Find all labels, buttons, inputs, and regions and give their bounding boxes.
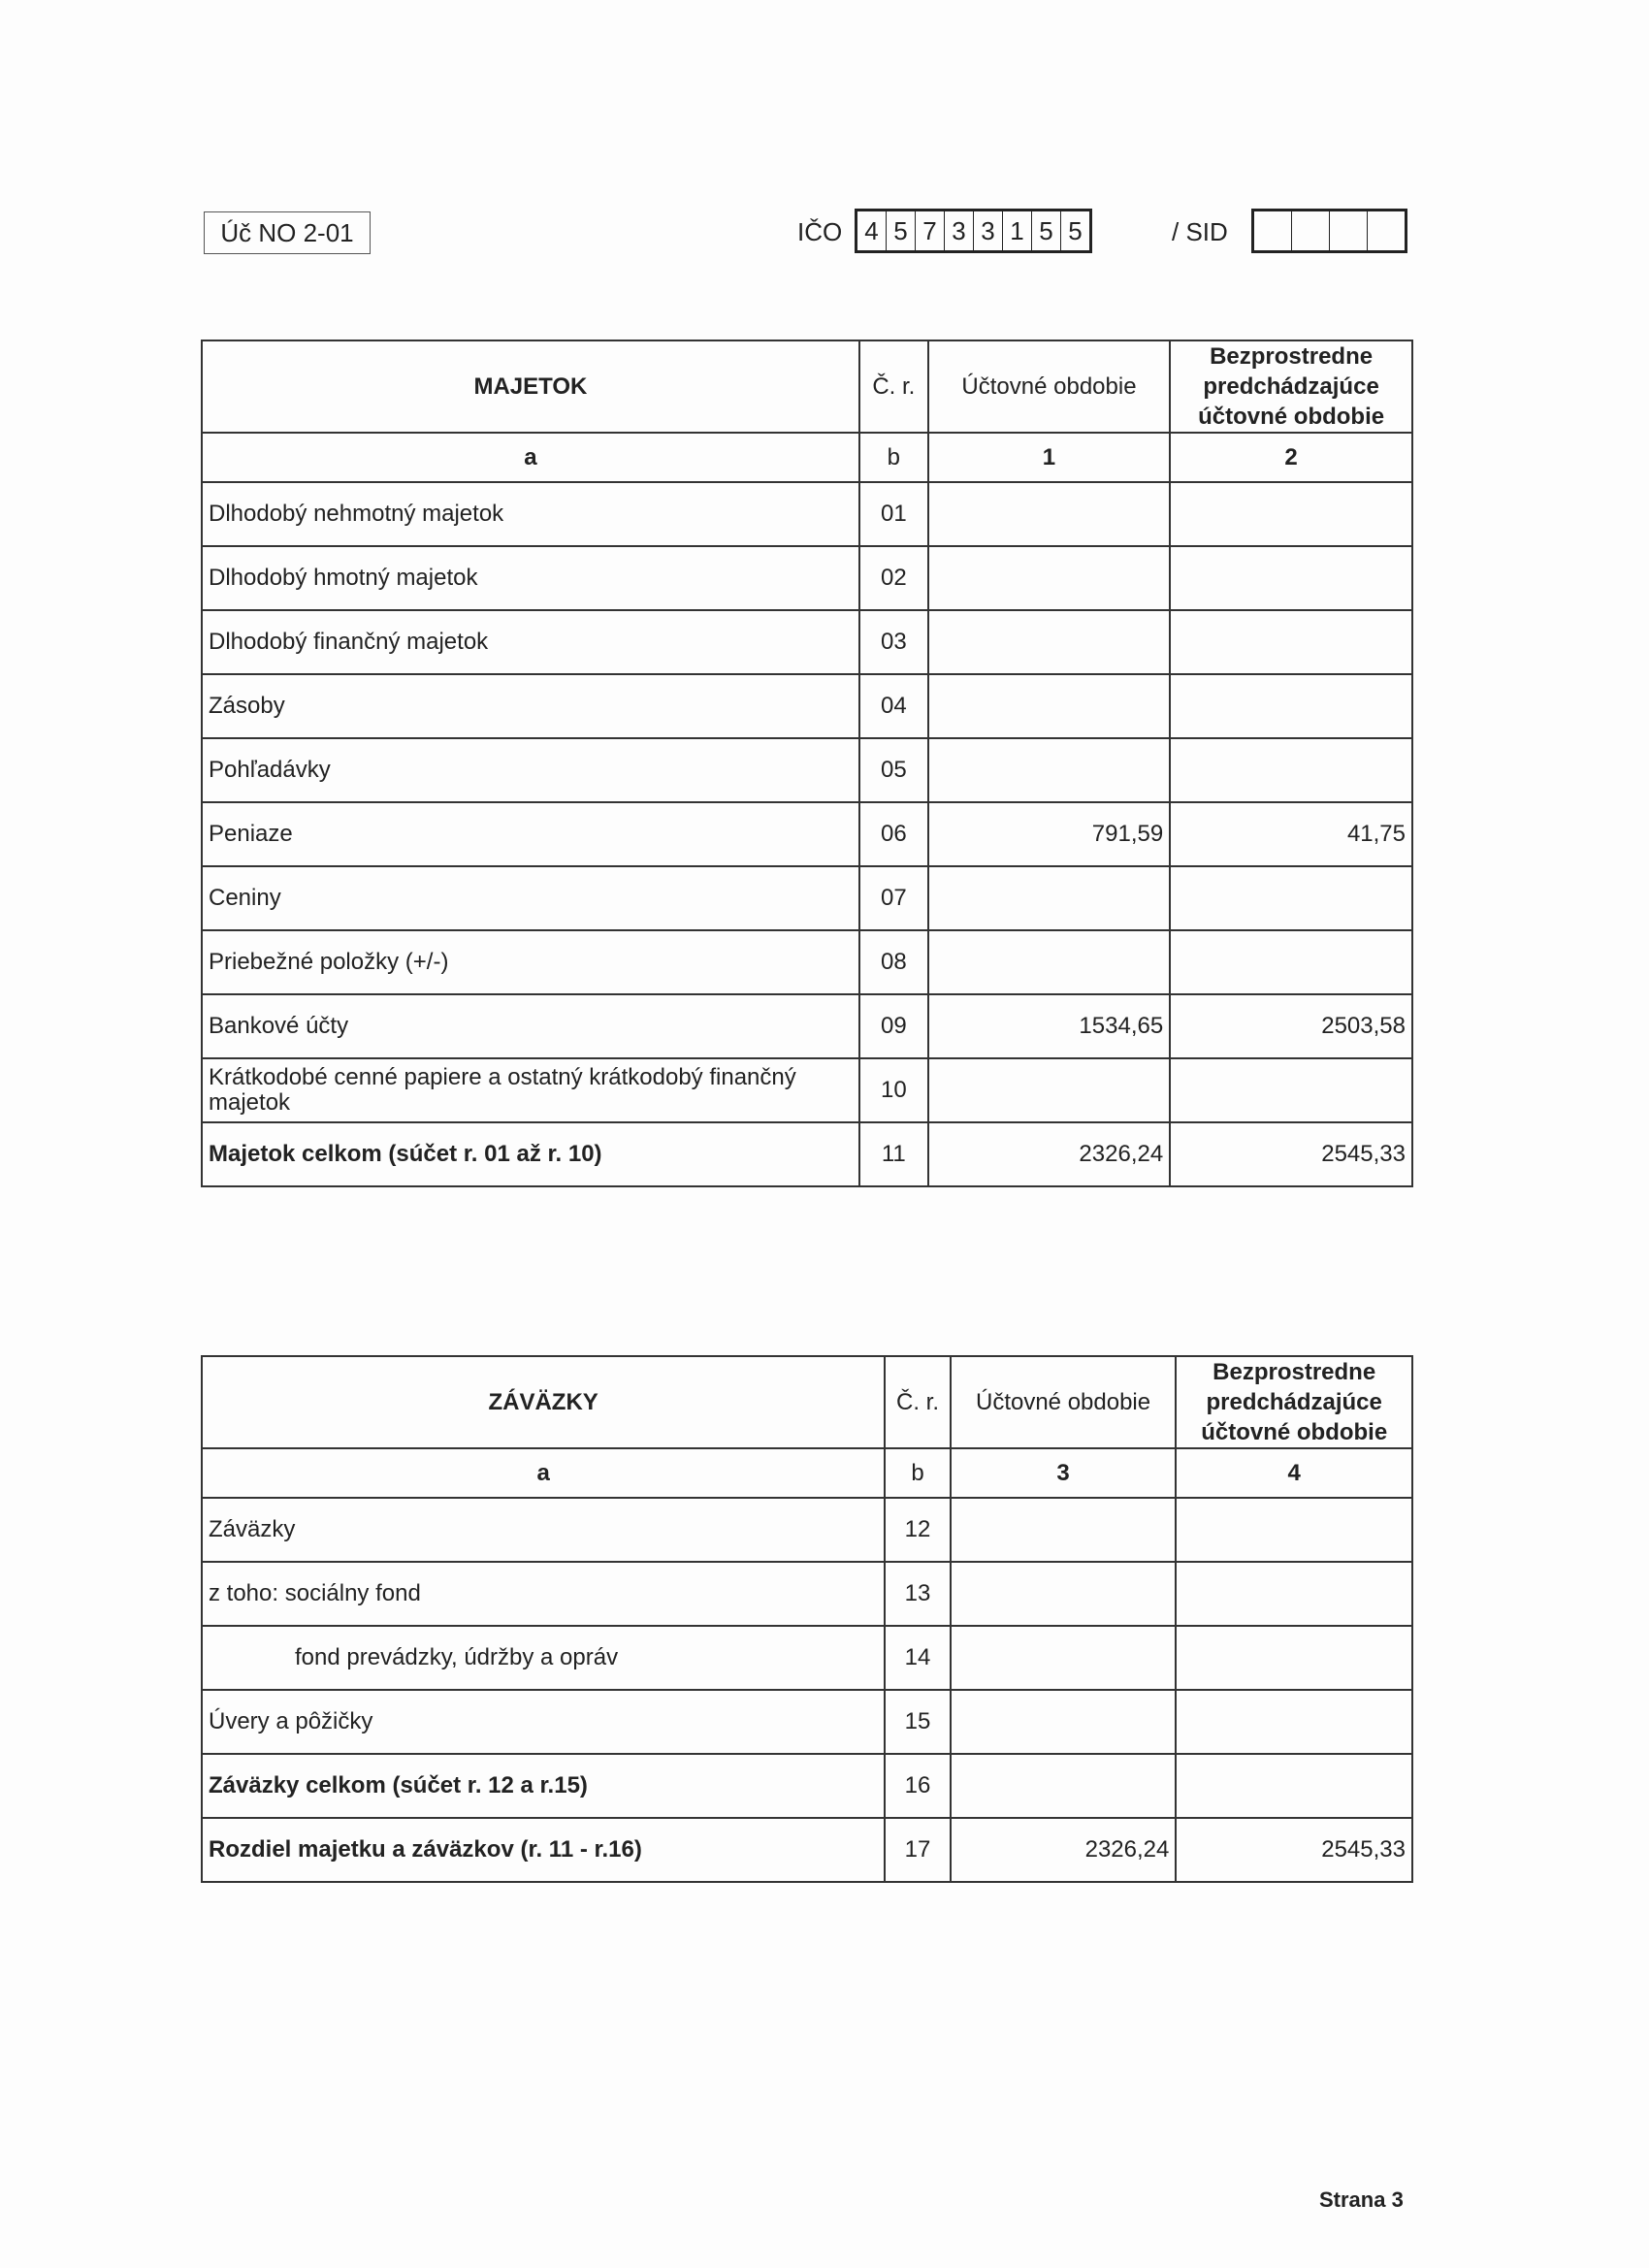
column-code: 1 bbox=[928, 433, 1170, 482]
current-period-value: 1534,65 bbox=[928, 994, 1170, 1058]
table-row bbox=[202, 994, 1412, 1058]
digit-box: 5 bbox=[1032, 211, 1061, 250]
row-number: 06 bbox=[859, 802, 928, 866]
row-label: z toho: sociálny fond bbox=[202, 1562, 885, 1626]
row-number: 03 bbox=[859, 610, 928, 674]
previous-period-value: 2545,33 bbox=[1176, 1818, 1412, 1882]
row-label: Bankové účty bbox=[202, 994, 859, 1058]
column-code: 2 bbox=[1170, 433, 1412, 482]
previous-period-value bbox=[1170, 482, 1412, 546]
digit-box: 5 bbox=[1068, 216, 1083, 245]
digit-box: 4 bbox=[857, 211, 887, 250]
previous-period-value bbox=[1170, 738, 1412, 802]
row-label: Záväzky celkom (súčet r. 12 a r.15) bbox=[202, 1754, 885, 1818]
row-label: Priebežné položky (+/-) bbox=[202, 930, 859, 994]
row-number: 16 bbox=[885, 1754, 950, 1818]
column-code: a bbox=[202, 433, 859, 482]
previous-period-header: Bezprostredne predchádzajúce účtovné obdobie bbox=[1170, 340, 1412, 433]
current-period-value bbox=[928, 866, 1170, 930]
previous-period-value: 2545,33 bbox=[1170, 1122, 1412, 1186]
page-number: Strana 3 bbox=[1319, 2187, 1404, 2212]
current-period-value bbox=[928, 546, 1170, 610]
column-code: a bbox=[202, 1448, 885, 1498]
row-label: Dlhodobý hmotný majetok bbox=[202, 546, 859, 610]
row-label: Rozdiel majetku a záväzkov (r. 11 - r.16) bbox=[202, 1818, 885, 1882]
ico-label: IČO bbox=[797, 217, 843, 246]
column-code-row bbox=[202, 1448, 1412, 1498]
table-row bbox=[202, 1690, 1412, 1754]
current-period-header: Účtovné obdobie bbox=[951, 1356, 1177, 1448]
row-number-header: Č. r. bbox=[859, 340, 928, 433]
table-row bbox=[202, 610, 1412, 674]
form-code: Úč NO 2-01 bbox=[204, 211, 371, 254]
table-row bbox=[202, 1626, 1412, 1690]
previous-period-value: 2503,58 bbox=[1170, 994, 1412, 1058]
row-label: fond prevádzky, údržby a opráv bbox=[202, 1626, 885, 1690]
sid-digit-boxes bbox=[1251, 209, 1407, 253]
column-code-row bbox=[202, 433, 1412, 482]
digit-box bbox=[1330, 211, 1368, 250]
previous-period-value bbox=[1176, 1626, 1412, 1690]
row-label: Zásoby bbox=[202, 674, 859, 738]
column-code: b bbox=[885, 1448, 950, 1498]
table-row bbox=[202, 546, 1412, 610]
section-header: MAJETOK bbox=[202, 340, 859, 433]
row-number: 14 bbox=[885, 1626, 950, 1690]
previous-period-value bbox=[1176, 1754, 1412, 1818]
row-label: Záväzky bbox=[202, 1498, 885, 1562]
table-row bbox=[202, 1754, 1412, 1818]
previous-period-value bbox=[1176, 1690, 1412, 1754]
table-row bbox=[202, 866, 1412, 930]
current-period-value bbox=[928, 674, 1170, 738]
row-label: Dlhodobý finančný majetok bbox=[202, 610, 859, 674]
table-row bbox=[202, 802, 1412, 866]
current-period-value bbox=[951, 1690, 1177, 1754]
row-number: 12 bbox=[885, 1498, 950, 1562]
current-period-value bbox=[951, 1562, 1177, 1626]
row-number: 13 bbox=[885, 1562, 950, 1626]
row-label: Pohľadávky bbox=[202, 738, 859, 802]
digit-box: 7 bbox=[916, 211, 945, 250]
previous-period-value bbox=[1170, 1058, 1412, 1122]
current-period-value: 2326,24 bbox=[951, 1818, 1177, 1882]
row-label: Krátkodobé cenné papiere a ostatný krátkodobý finančný majetok bbox=[202, 1058, 859, 1122]
row-label: Majetok celkom (súčet r. 01 až r. 10) bbox=[202, 1122, 859, 1186]
row-label: Ceniny bbox=[202, 866, 859, 930]
section-header: ZÁVÄZKY bbox=[202, 1356, 885, 1448]
table-row bbox=[202, 738, 1412, 802]
row-number: 04 bbox=[859, 674, 928, 738]
row-number: 11 bbox=[859, 1122, 928, 1186]
row-number: 17 bbox=[885, 1818, 950, 1882]
liabilities-table bbox=[201, 1355, 1413, 1883]
digit-box: 3 bbox=[974, 211, 1003, 250]
row-number: 07 bbox=[859, 866, 928, 930]
table-row bbox=[202, 1562, 1412, 1626]
previous-period-value bbox=[1170, 610, 1412, 674]
row-label: Peniaze bbox=[202, 802, 859, 866]
previous-period-header: Bezprostredne predchádzajúce účtovné obdobie bbox=[1176, 1356, 1412, 1448]
current-period-value bbox=[951, 1626, 1177, 1690]
current-period-value bbox=[928, 738, 1170, 802]
current-period-value: 791,59 bbox=[928, 802, 1170, 866]
table-row bbox=[202, 930, 1412, 994]
row-number: 09 bbox=[859, 994, 928, 1058]
row-label: Úvery a pôžičky bbox=[202, 1690, 885, 1754]
digit-box bbox=[1254, 211, 1292, 250]
previous-period-value bbox=[1170, 546, 1412, 610]
header-row bbox=[202, 340, 1412, 433]
previous-period-value bbox=[1170, 866, 1412, 930]
table-row bbox=[202, 1818, 1412, 1882]
current-period-header: Účtovné obdobie bbox=[928, 340, 1170, 433]
sid-label: / SID bbox=[1172, 217, 1228, 246]
row-number: 02 bbox=[859, 546, 928, 610]
previous-period-value bbox=[1170, 930, 1412, 994]
current-period-value bbox=[928, 1058, 1170, 1122]
table-row bbox=[202, 1058, 1412, 1122]
digit-box bbox=[1292, 211, 1330, 250]
digit-box: 1 bbox=[1003, 211, 1032, 250]
ico-digit-boxes bbox=[855, 209, 1092, 253]
digit-box: 5 bbox=[887, 211, 916, 250]
row-number: 15 bbox=[885, 1690, 950, 1754]
previous-period-value bbox=[1176, 1562, 1412, 1626]
column-code: b bbox=[859, 433, 928, 482]
column-code: 4 bbox=[1176, 1448, 1412, 1498]
current-period-value: 2326,24 bbox=[928, 1122, 1170, 1186]
row-number-header: Č. r. bbox=[885, 1356, 950, 1448]
current-period-value bbox=[951, 1754, 1177, 1818]
digit-box: 3 bbox=[945, 211, 974, 250]
previous-period-value bbox=[1170, 674, 1412, 738]
row-number: 05 bbox=[859, 738, 928, 802]
current-period-value bbox=[928, 482, 1170, 546]
digit-box bbox=[1368, 211, 1405, 250]
row-number: 10 bbox=[859, 1058, 928, 1122]
row-label: Dlhodobý nehmotný majetok bbox=[202, 482, 859, 546]
table-row bbox=[202, 482, 1412, 546]
row-number: 08 bbox=[859, 930, 928, 994]
table-row bbox=[202, 674, 1412, 738]
table-row bbox=[202, 1122, 1412, 1186]
column-code: 3 bbox=[951, 1448, 1177, 1498]
header-row bbox=[202, 1356, 1412, 1448]
current-period-value bbox=[928, 610, 1170, 674]
current-period-value bbox=[928, 930, 1170, 994]
row-number: 01 bbox=[859, 482, 928, 546]
table-row bbox=[202, 1498, 1412, 1562]
assets-table bbox=[201, 340, 1413, 1187]
previous-period-value bbox=[1176, 1498, 1412, 1562]
current-period-value bbox=[951, 1498, 1177, 1562]
previous-period-value: 41,75 bbox=[1170, 802, 1412, 866]
